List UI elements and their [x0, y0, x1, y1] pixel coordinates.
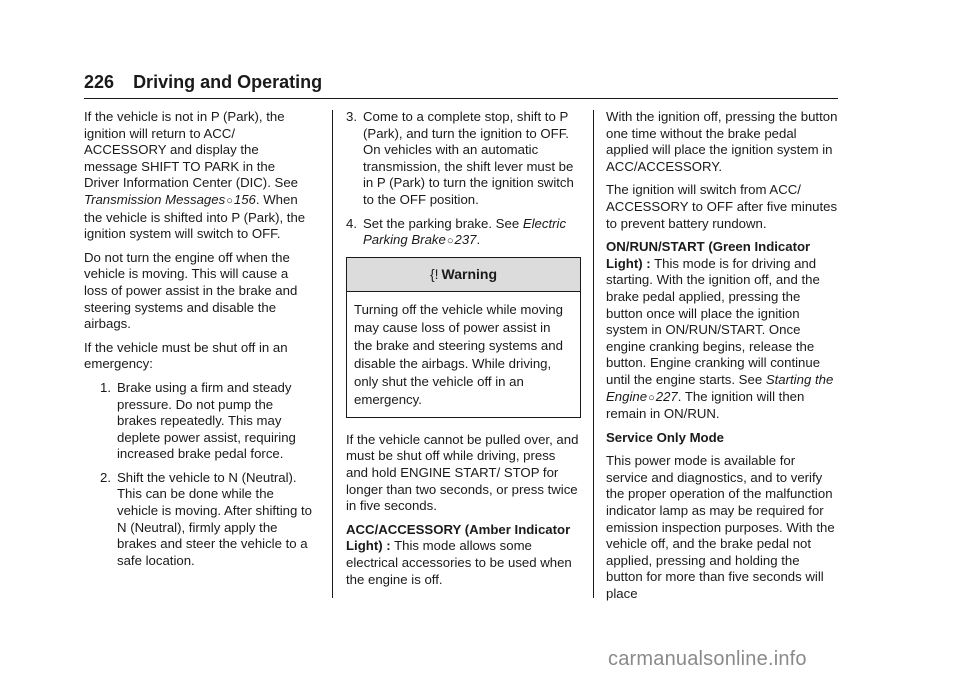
column-divider	[593, 110, 594, 598]
warning-icon: {!	[429, 265, 439, 282]
column-3	[606, 109, 838, 610]
paragraph: If the vehicle cannot be pulled over, and must be shut off while driving, press and hold ENGINE START/ STOP for longer than two seconds, or press twice in five seconds.	[346, 431, 579, 514]
paragraph	[84, 109, 312, 243]
warning-title: Warning	[441, 265, 498, 282]
list-item-text: Set the parking brake. See	[363, 215, 523, 231]
warning-header	[347, 258, 580, 292]
page-header	[84, 70, 838, 94]
warning-box	[346, 257, 581, 418]
page-ref-number[interactable]: 227	[655, 388, 678, 404]
watermark: carmanualsonline.info	[608, 648, 807, 670]
column-1	[84, 109, 312, 576]
list-number: 1.	[100, 379, 111, 395]
list-item-text: .	[476, 232, 481, 248]
paragraph-text: This mode is for driving and starting. With the ignition off, and the brake pedal applied, pressing the button once will place the ignition system in ON/RUN/START. Once engine cranking begins, release the button. Engine cranking will continue until the engine starts. See	[606, 255, 821, 387]
cross-reference-link[interactable]: Starting the Engine	[606, 371, 834, 404]
mode-heading: ACC/ACCESSORY (Amber Indicator Light) :	[346, 521, 571, 554]
cross-reference-link[interactable]: Transmission Messages	[84, 191, 226, 207]
page-ref-number[interactable]: 156	[233, 191, 256, 207]
paragraph: If the vehicle must be shut off in an emergency:	[84, 339, 288, 372]
list-item-text: Come to a complete stop, shift to P (Park), and turn the ignition to OFF. On vehicles with an automatic transmission, the shift lever must be in P (Park) to turn the ignition switch to the OFF position.	[363, 109, 574, 207]
list-item	[346, 216, 581, 250]
list-item	[100, 470, 312, 570]
paragraph	[606, 239, 838, 423]
paragraph-text: If the vehicle is not in P (Park), the ignition will return to ACC/ ACCESSORY and display the message SHIFT TO PARK in the Driver Information Center (DIC). See	[84, 109, 298, 191]
paragraph: This power mode is available for service and diagnostics, and to verify the proper operation of the malfunction indicator lamp as may be required for emission inspection purposes. With the vehicle off, and the brake pedal not applied, pressing and holding the button for more than five seconds will place	[606, 453, 835, 602]
page-ref-number[interactable]: 237	[454, 232, 477, 248]
list-item	[346, 109, 581, 209]
column-divider	[332, 110, 333, 598]
list-number: 2.	[100, 469, 111, 485]
cross-reference-link[interactable]: Electric Parking Brake	[363, 215, 567, 248]
section-title: Driving and Operating	[133, 72, 323, 92]
mode-heading: ON/RUN/START (Green Indicator Light) :	[606, 239, 811, 271]
page-ref-icon: ○	[446, 235, 454, 248]
paragraph	[346, 522, 581, 588]
paragraph: With the ignition off, pressing the button one time without the brake pedal applied will place the ignition system in ACC/ACCESSORY.	[606, 109, 838, 174]
page-number: 226	[84, 72, 115, 92]
column-2	[346, 109, 581, 595]
header-rule	[84, 98, 838, 99]
page-ref-icon: ○	[226, 194, 233, 207]
numbered-list	[346, 109, 581, 250]
warning-text: Turning off the vehicle while moving may cause loss of power assist in the brake and steering systems and disable the airbags. While driving, only shut the vehicle off in an emergency.	[354, 301, 563, 407]
paragraph-text: This mode allows some electrical accessories to be used when the engine is off.	[346, 538, 572, 587]
paragraph: Do not turn the engine off when the vehicle is moving. This will cause a loss of power assist in the brake and steering systems and disable the airbags.	[84, 249, 298, 332]
list-number: 3.	[346, 109, 357, 124]
list-item	[100, 380, 312, 463]
list-item-text: Shift the vehicle to N (Neutral). This can be done while the vehicle is moving. After shifting to N (Neutral), firmly apply the brakes and steer the vehicle to a safe location.	[117, 469, 312, 568]
list-number: 4.	[346, 215, 357, 231]
paragraph: The ignition will switch from ACC/ ACCESSORY to OFF after five minutes to prevent battery rundown.	[606, 182, 838, 231]
section-heading: Service Only Mode	[606, 429, 724, 445]
paragraph-text: . When the vehicle is shifted into P (Park), the ignition system will switch to OFF.	[84, 191, 306, 242]
numbered-list	[84, 380, 312, 570]
list-item-text: Brake using a firm and steady pressure. Do not pump the brakes repeatedly. This may deplete power assist, requiring increased brake pedal force.	[117, 379, 296, 462]
paragraph-text: . The ignition will then remain in ON/RUN.	[606, 388, 805, 422]
page-ref-icon: ○	[648, 391, 655, 404]
